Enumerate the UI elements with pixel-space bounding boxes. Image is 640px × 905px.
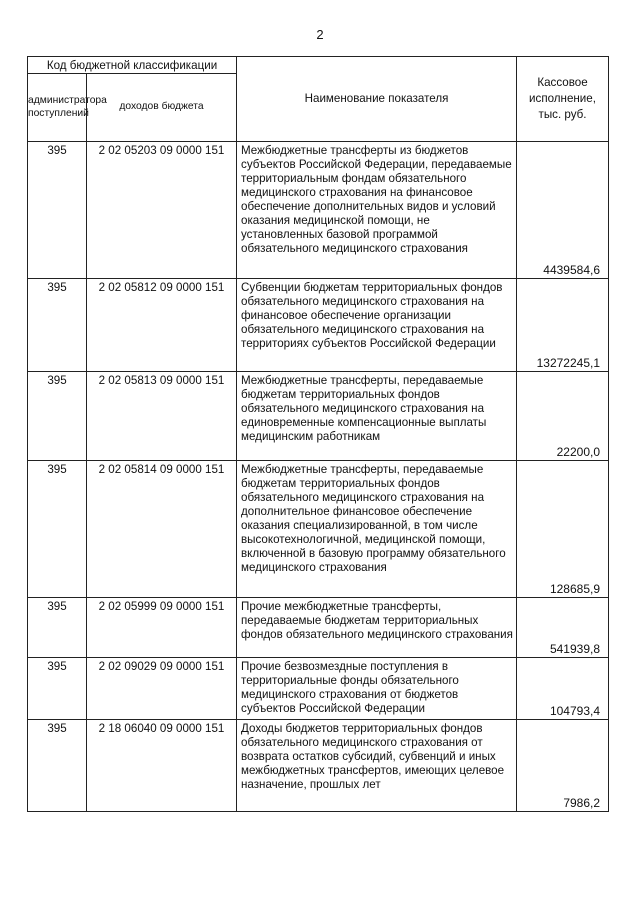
indicator-name-cell: Межбюджетные трансферты, передаваемые бюджетам территориальных фондов обязательного медицинского страхования на единовременные компенсационные выплаты медицинским работникам xyxy=(237,372,517,461)
income-code-cell: 2 02 05203 09 0000 151 xyxy=(87,142,237,279)
indicator-name-cell: Субвенции бюджетам территориальных фондов обязательного медицинского страхования на финансовое обеспечение организации обязательного медицинского страхования на территориях субъектов Российской Федерации xyxy=(237,279,517,372)
admin-code-cell: 395 xyxy=(28,598,87,658)
amount-cell: 541939,8 xyxy=(517,598,609,658)
budget-table xyxy=(27,56,609,812)
admin-code-cell: 395 xyxy=(28,720,87,812)
income-code-cell: 2 18 06040 09 0000 151 xyxy=(87,720,237,812)
indicator-name-cell: Межбюджетные трансферты из бюджетов субъектов Российской Федерации, передаваемые территориальным фондам обязательного медицинского страхования на финансовое обеспечение дополнительных видов и условий оказания медицинской помощи, не установленных базовой программой обязательного медицинского страхования xyxy=(237,142,517,279)
header-budget-code: Код бюджетной классификации xyxy=(28,57,237,74)
amount-cell: 7986,2 xyxy=(517,720,609,812)
income-code-cell: 2 02 05814 09 0000 151 xyxy=(87,461,237,598)
admin-code-cell: 395 xyxy=(28,279,87,372)
table-body xyxy=(28,142,609,812)
income-code-cell: 2 02 05812 09 0000 151 xyxy=(87,279,237,372)
amount-cell: 4439584,6 xyxy=(517,142,609,279)
admin-code-cell: 395 xyxy=(28,461,87,598)
income-code-cell: 2 02 05813 09 0000 151 xyxy=(87,372,237,461)
indicator-name-cell: Межбюджетные трансферты, передаваемые бюджетам территориальных фондов обязательного медицинского страхования на дополнительное финансовое обеспечение оказания специализированной, в том числе высокотехнологичной, медицинской помощи, включенной в базовую программу обязательного медицинского страхования xyxy=(237,461,517,598)
amount-cell: 22200,0 xyxy=(517,372,609,461)
table-row xyxy=(28,658,609,720)
amount-cell: 104793,4 xyxy=(517,658,609,720)
table-row xyxy=(28,372,609,461)
table-row xyxy=(28,461,609,598)
admin-code-cell: 395 xyxy=(28,372,87,461)
indicator-name-cell: Прочие безвозмездные поступления в территориальные фонды обязательного медицинского страхования от бюджетов субъектов Российской Федерации xyxy=(237,658,517,720)
admin-code-cell: 395 xyxy=(28,142,87,279)
table-row xyxy=(28,142,609,279)
indicator-name-cell: Доходы бюджетов территориальных фондов обязательного медицинского страхования от возврата остатков субсидий, субвенций и иных межбюджетных трансфертов, имеющих целевое назначение, прошлых лет xyxy=(237,720,517,812)
header-indicator-name: Наименование показателя xyxy=(237,57,517,142)
header-administrator: администратора поступлений xyxy=(28,74,87,142)
table-row xyxy=(28,720,609,812)
table-header xyxy=(28,57,609,142)
header-cash-execution: Кассовое исполнение, тыс. руб. xyxy=(517,57,609,142)
header-budget-income: доходов бюджета xyxy=(87,74,237,142)
amount-cell: 128685,9 xyxy=(517,461,609,598)
income-code-cell: 2 02 09029 09 0000 151 xyxy=(87,658,237,720)
amount-cell: 13272245,1 xyxy=(517,279,609,372)
admin-code-cell: 395 xyxy=(28,658,87,720)
table-row xyxy=(28,598,609,658)
page-number: 2 xyxy=(316,27,324,42)
indicator-name-cell: Прочие межбюджетные трансферты, передаваемые бюджетам территориальных фондов обязательного медицинского страхования xyxy=(237,598,517,658)
table-row xyxy=(28,279,609,372)
income-code-cell: 2 02 05999 09 0000 151 xyxy=(87,598,237,658)
